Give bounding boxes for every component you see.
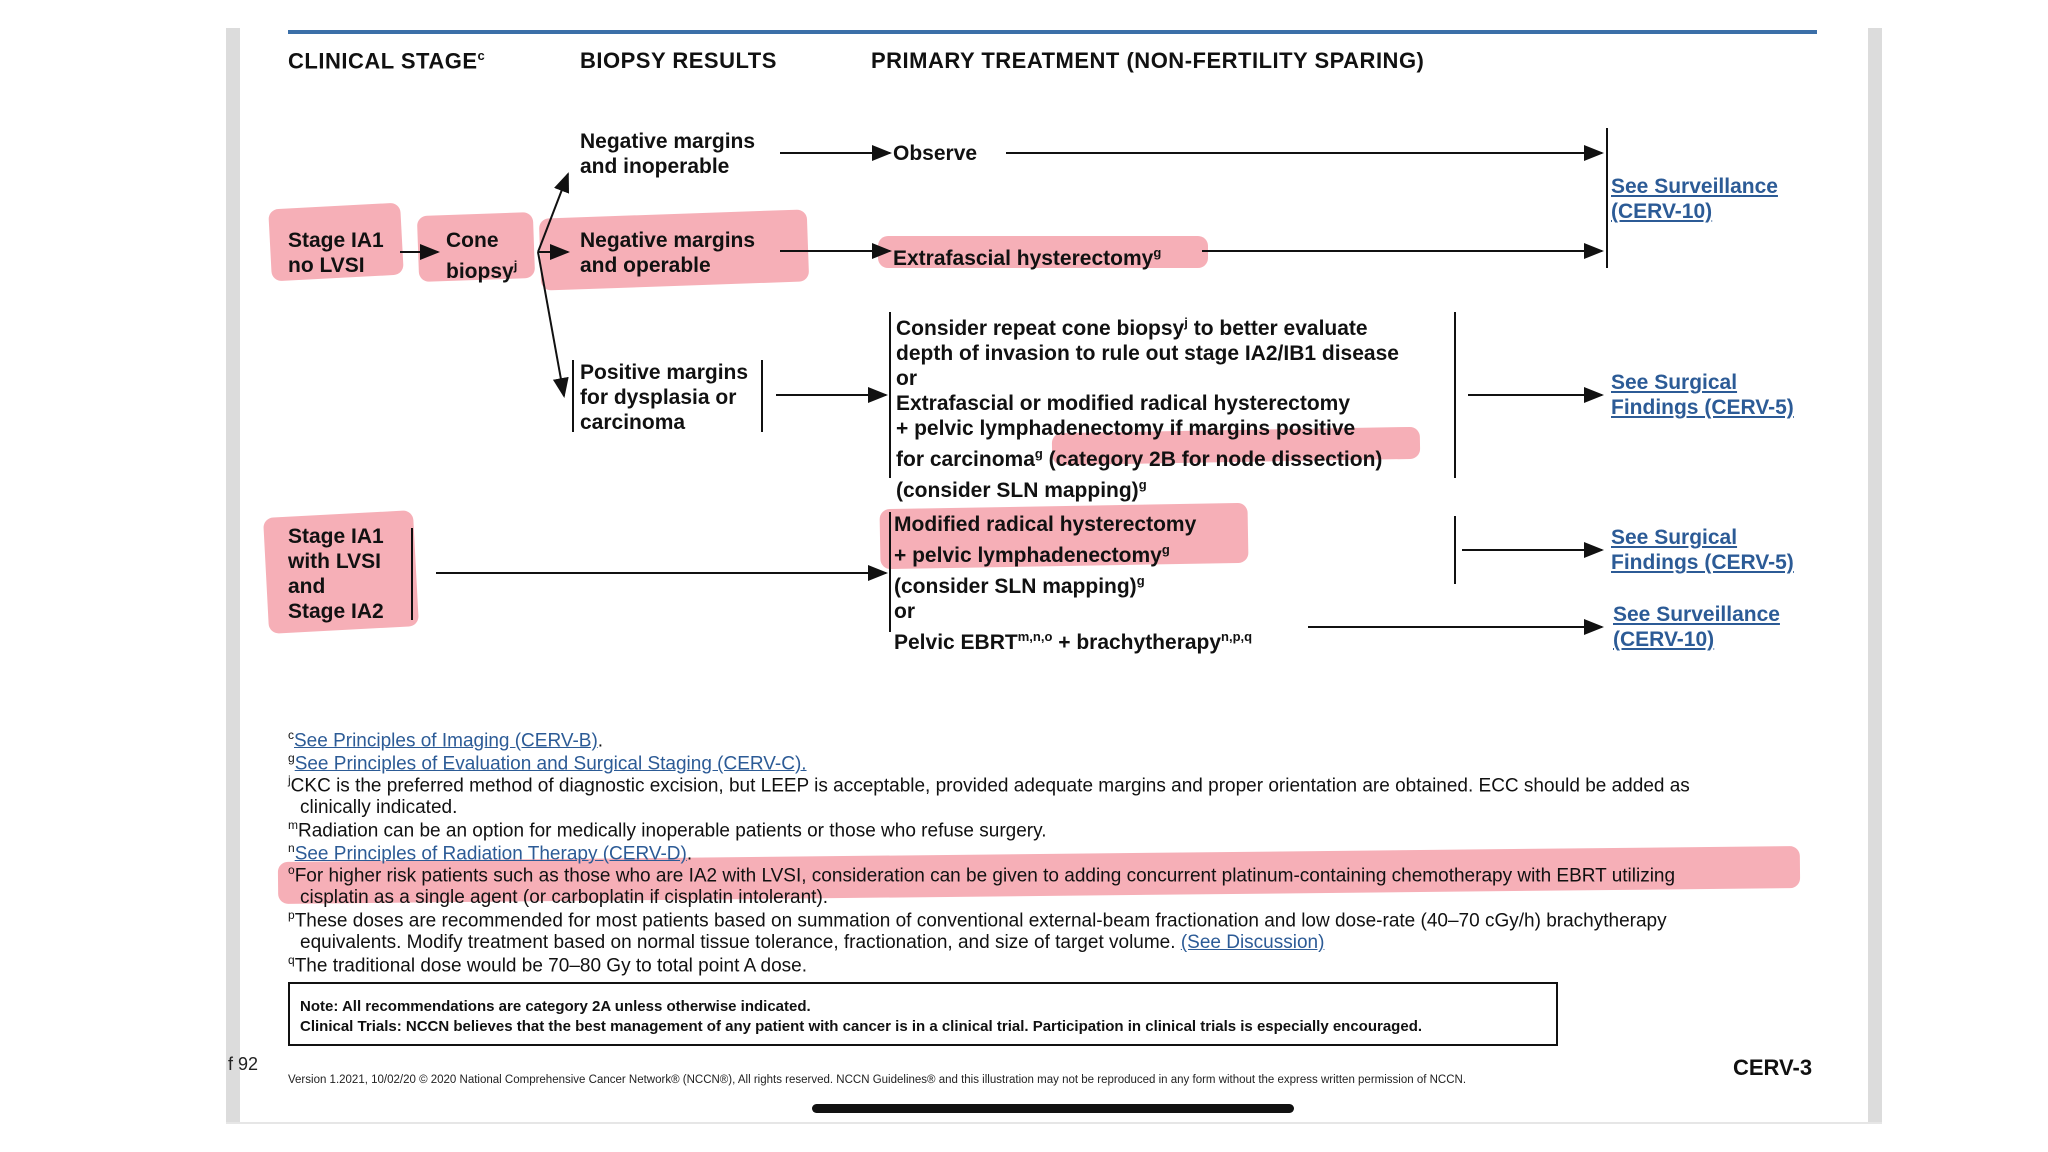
negative-margins-inoperable: Negative margins and inoperable: [580, 130, 756, 178]
cone-biopsy: Cone biopsy$^j$: [446, 229, 518, 283]
note-box: Note: All recommendations are category 2A unless otherwise indicated. Clinical Trials: NCCN believes that the best management of any patient with cancer is in a clinical trial. Participation in clinical trials is especially encouraged.: [288, 982, 1558, 1046]
page-code: CERV-3: [1733, 1055, 1813, 1080]
header-clinical-stage: CLINICAL STAGE$^c$: [288, 48, 486, 74]
modified-radical-hysterectomy: Modified radical hysterectomy + pelvic lymphadenectomy$^g$ (consider SLN mapping)$^g$ or Pelvic EBRT$^{m,n,o}$ + brachytherapy$^{n,p,q}$: [894, 513, 1253, 654]
home-indicator-bar[interactable]: [812, 1104, 1294, 1113]
extrafascial-hysterectomy: Extrafascial hysterectomy$^g$: [893, 245, 1162, 270]
link-principles-imaging[interactable]: See Principles of Imaging (CERV-B): [294, 730, 598, 752]
link-see-discussion[interactable]: (See Discussion): [1180, 932, 1325, 954]
link-see-surgical-findings-1[interactable]: See Surgical Findings (CERV-5): [1611, 371, 1794, 419]
link-principles-evaluation[interactable]: See Principles of Evaluation and Surgical Staging (CERV-C).: [294, 753, 807, 775]
stage-ia1-no-lvsi: Stage IA1 no LVSI: [288, 229, 384, 277]
header-biopsy-results: BIOPSY RESULTS: [580, 48, 777, 73]
observe: Observe: [893, 142, 978, 165]
footnote-g: $^g$See Principles of Evaluation and Surgical Staging (CERV-C).: [288, 751, 807, 775]
link-see-surveillance-2[interactable]: See Surveillance (CERV-10): [1613, 603, 1780, 651]
footnote-q: $^q$The traditional dose would be 70–80 Gy to total point A dose.: [288, 953, 807, 977]
negative-margins-operable: Negative margins and operable: [580, 229, 756, 277]
footnote-m: $^m$Radiation can be an option for medically inoperable patients or those who refuse surgery.: [288, 818, 1047, 842]
version-copyright: Version 1.2021, 10/02/20 © 2020 National Comprehensive Cancer Network® (NCCN®), All rights reserved. NCCN Guidelines® and this illustration may not be reproduced in any form without the express written permission of NCCN.: [288, 1074, 1467, 1086]
footnote-c: $^c$See Principles of Imaging (CERV-B).: [288, 728, 604, 752]
link-see-surveillance-1[interactable]: See Surveillance (CERV-10): [1611, 175, 1778, 223]
footnote-p: $^p$These doses are recommended for most patients based on summation of conventional external-beam fractionation and low dose-rate (40–70 cGy/h) brachytherapy equivalents. Modify treatment based on normal tissue tolerance, fractionation, and size of target volume. (See Discussion): [288, 908, 1667, 954]
footnote-o: $^o$For higher risk patients such as those who are IA2 with LVSI, consideration can be given to adding concurrent platinum-containing chemotherapy with EBRT utilizing cisplatin as a single agent (or carboplatin if cisplatin intolerant).: [288, 863, 1676, 909]
footnote-n: $^n$See Principles of Radiation Therapy (CERV-D).: [288, 841, 693, 865]
footnote-j: $^j$CKC is the preferred method of diagnostic excision, but LEEP is acceptable, provided adequate margins and proper orientation are obtained. ECC should be added as clinically indicated.: [288, 773, 1690, 819]
link-principles-radiation[interactable]: See Principles of Radiation Therapy (CERV-D): [294, 843, 687, 865]
arrow-cone-to-neg-inop: [538, 174, 568, 252]
page-number-fragment: f 92: [228, 1054, 259, 1074]
consider-repeat-cone: Consider repeat cone biopsy$^j$ to better evaluate depth of invasion to rule out stage IA2/IB1 disease or Extrafascial or modified radical hysterectomy + pelvic lymphadenectomy if margins positive for carcinoma$^g$ (category 2B for node dissection) (consider SLN mapping)$^g$: [896, 315, 1399, 502]
stage-ia1-lvsi-ia2: Stage IA1 with LVSI and Stage IA2: [288, 525, 384, 623]
positive-margins: Positive margins for dysplasia or carcinoma: [580, 361, 749, 434]
link-see-surgical-findings-2[interactable]: See Surgical Findings (CERV-5): [1611, 526, 1794, 574]
arrow-cone-to-positive: [538, 252, 564, 396]
header-primary-treatment: PRIMARY TREATMENT (NON-FERTILITY SPARING): [871, 48, 1425, 73]
